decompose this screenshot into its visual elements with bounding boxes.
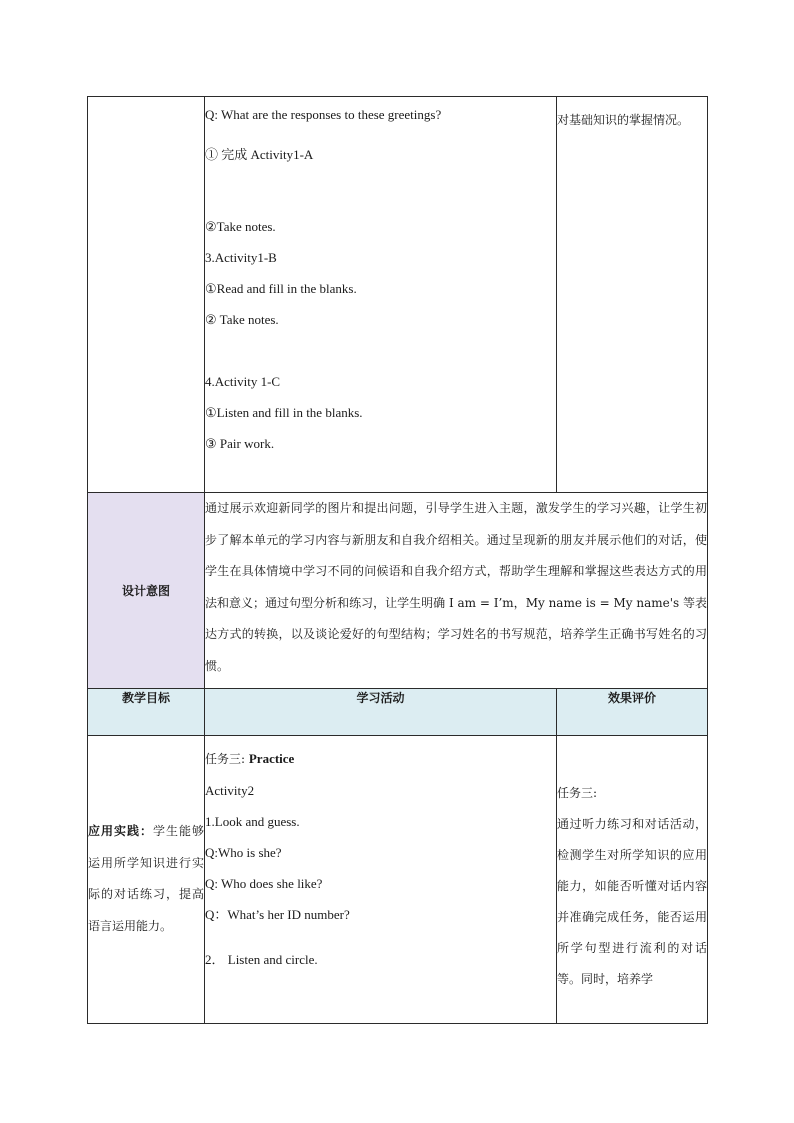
task-title bbox=[205, 751, 556, 767]
activity-line: 4.Activity 1-C bbox=[205, 374, 281, 389]
section-header-row bbox=[88, 689, 708, 736]
practice-task-row bbox=[88, 736, 708, 1024]
activity-line: Q：What’s her ID number? bbox=[205, 907, 350, 922]
goal-title: 应用实践： bbox=[88, 824, 153, 838]
lesson-plan-table bbox=[87, 96, 708, 1024]
activities-continuation-row bbox=[88, 97, 708, 493]
design-intent-row bbox=[88, 493, 708, 689]
evaluation-cell bbox=[557, 97, 708, 493]
evaluation-title: 任务三: bbox=[557, 786, 598, 800]
activity-line: 1.Look and guess. bbox=[205, 814, 300, 829]
activity-line: ③ Pair work. bbox=[205, 436, 275, 451]
activity-line: Q: What are the responses to these greetings? bbox=[205, 107, 442, 122]
activity-line: 3.Activity1-B bbox=[205, 250, 277, 265]
activity-line: Activity2 bbox=[205, 783, 255, 798]
evaluation-text: 通过听力练习和对话活动，检测学生对所学知识的应用能力，如能否听懂对话内容并准确完成任务，能否运用所学句型进行流利的对话等。同时，培养学 bbox=[557, 817, 707, 986]
goal-text: 学生能够运用所学知识进行实际的对话练习，提高语言运用能力。 bbox=[88, 824, 204, 933]
activity-line: ② Take notes. bbox=[205, 312, 279, 327]
goal-cell bbox=[88, 736, 205, 1024]
design-intent-text: 通过展示欢迎新同学的图片和提出问题，引导学生进入主题，激发学生的学习兴趣，让学生初步了解本单元的学习内容与新朋友和自我介绍相关。通过呈现新的朋友并展示他们的对话，使学生在具体情境中学习不同的问候语和自我介绍方式，帮助学生理解和掌握这些表达方式的用法和意义；通过句型分析和练习，让学生明确 I am = I’m，My name is = My name's 等表达方式的转换，以及谈论爱好的句型结构；学习姓名的书写规范，培养学生正确书写姓名的习惯。 bbox=[205, 493, 708, 689]
practice-activities-cell bbox=[205, 736, 557, 1024]
activity-line: Q: Who does she like? bbox=[205, 876, 323, 891]
activity-line: Q:Who is she? bbox=[205, 845, 282, 860]
activities-cell bbox=[205, 97, 557, 493]
activity-line: 2． Listen and circle. bbox=[205, 952, 318, 967]
practice-evaluation-cell bbox=[557, 736, 708, 1024]
evaluation-text: 对基础知识的掌握情况。 bbox=[557, 113, 690, 127]
header-learning-activities: 学习活动 bbox=[205, 689, 557, 736]
activity-line: ①Listen and fill in the blanks. bbox=[205, 405, 363, 420]
task-prefix: 任务三: bbox=[205, 752, 249, 766]
activity-line: ①Read and fill in the blanks. bbox=[205, 281, 357, 296]
design-intent-label: 设计意图 bbox=[88, 493, 205, 689]
header-teaching-goals: 教学目标 bbox=[88, 689, 205, 736]
activity-line: ②Take notes. bbox=[205, 219, 276, 234]
activity-line: ① 完成 Activity1-A bbox=[205, 147, 314, 162]
task-name: Practice bbox=[248, 751, 295, 766]
header-effect-evaluation: 效果评价 bbox=[557, 689, 708, 736]
empty-goal-cell bbox=[88, 97, 205, 493]
